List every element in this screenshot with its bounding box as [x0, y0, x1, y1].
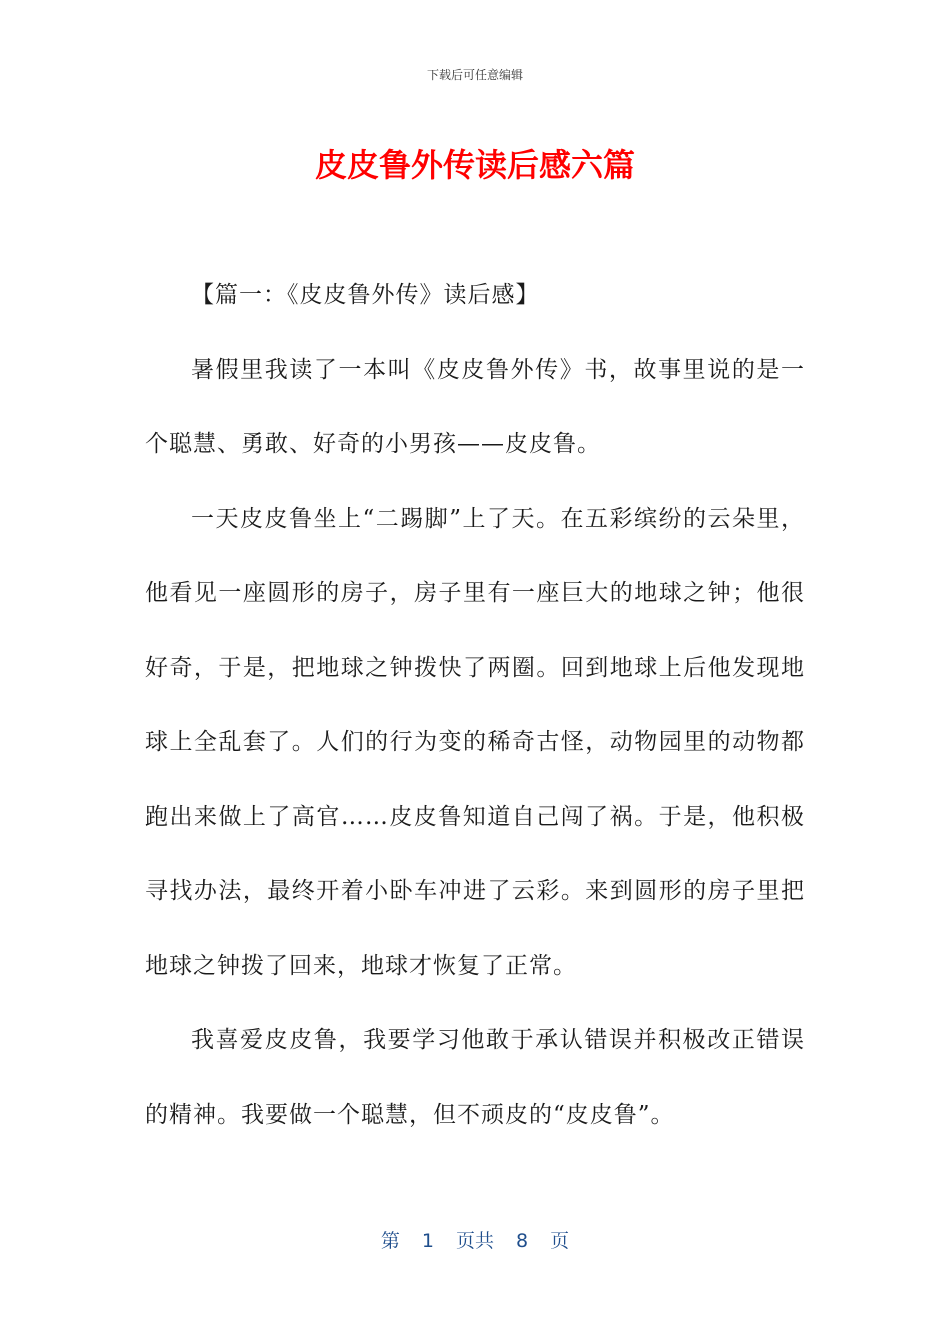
document-title: 皮皮鲁外传读后感六篇 [314, 146, 635, 184]
page-footer [0, 1226, 950, 1253]
footer-current-page: 1 [421, 1230, 434, 1252]
footer-total-pages: 8 [516, 1230, 529, 1252]
footer-page-prefix: 第 [380, 1230, 400, 1252]
footer-page-mid: 页共 [455, 1230, 494, 1252]
document-body [145, 258, 805, 1152]
paragraph: 暑假里我读了一本叫《皮皮鲁外传》书，故事里说的是一个聪慧、勇敢、好奇的小男孩——皮皮鲁。 [145, 356, 805, 457]
paragraph: 我喜爱皮皮鲁，我要学习他敢于承认错误并积极改正错误的精神。我要做一个聪慧，但不顽皮的“皮皮鲁”。 [145, 1027, 805, 1128]
section-heading: 【篇一：《皮皮鲁外传》读后感】 [191, 282, 540, 308]
paragraph: 一天皮皮鲁坐上“二踢脚”上了天。在五彩缤纷的云朵里，他看见一座圆形的房子，房子里有一座巨大的地球之钟；他很好奇，于是，把地球之钟拨快了两圈。回到地球上后他发现地球上全乱套了。人们的行为变的稀奇古怪，动物园里的动物都跑出来做上了高官……皮皮鲁知道自己闯了祸。于是，他积极寻找办法，最终开着小卧车冲进了云彩。来到圆形的房子里把地球之钟拨了回来，地球才恢复了正常。 [145, 505, 805, 979]
footer-page-suffix: 页 [550, 1230, 570, 1252]
header-note: 下载后可任意编辑 [426, 68, 523, 82]
